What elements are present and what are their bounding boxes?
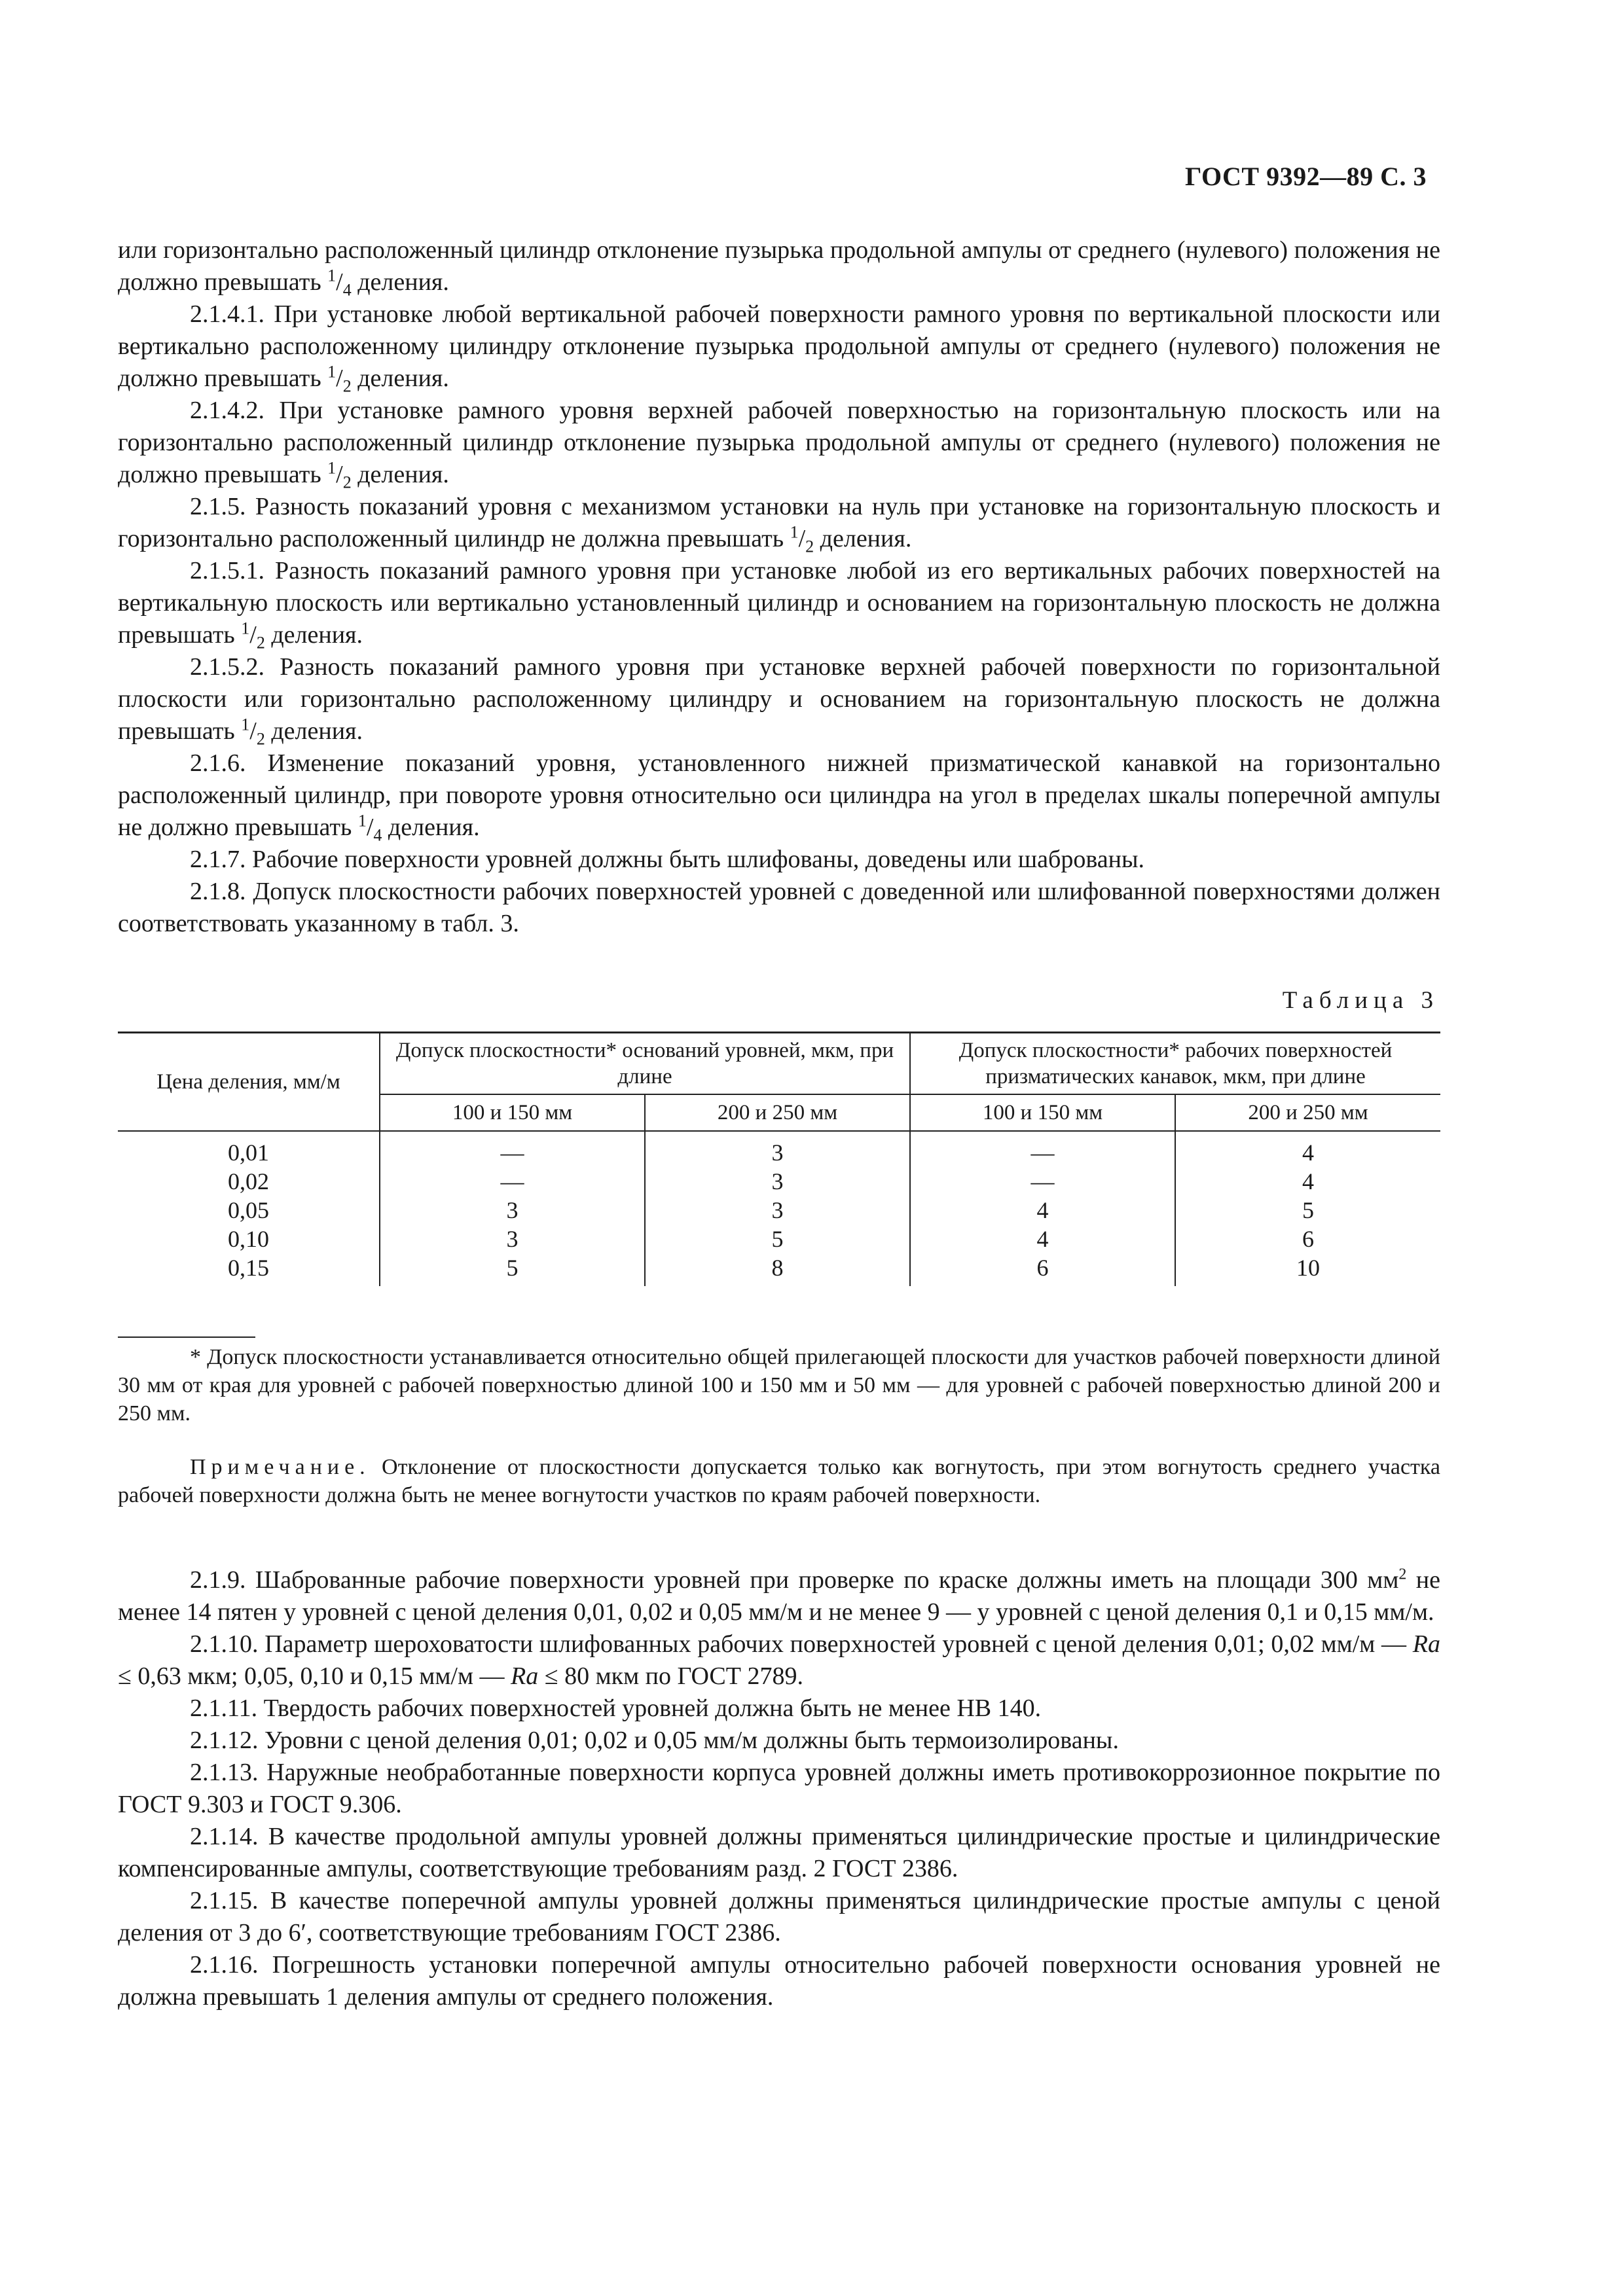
subheader: 100 и 150 мм xyxy=(380,1094,645,1131)
paragraph: 2.1.9. Шаброванные рабочие поверхности уровней при проверке по краске должны иметь на площади 300 $мм^2$ не менее 14 пятен у уровней с ценой деления 0,01, 0,02 и 0,05 мм/м и не менее 9 — у уровней с ценой деления 0,1 и 0,15 мм/м. xyxy=(118,1566,1440,1626)
table-row xyxy=(118,1253,1440,1286)
table-footnote: * Допуск плоскостности устанавливается относительно общей прилегающей плоскости для участков рабочей поверхности длиной 30 мм от края для уровней с рабочей поверхностью длиной 100 и 150 мм и 50 мм — для уровней с рабочей поверхностью длиной 200 и 250 мм. xyxy=(118,1345,1440,1426)
table-cell: 0,10 xyxy=(118,1225,380,1253)
table-cell: 4 xyxy=(910,1225,1175,1253)
paragraph: 2.1.15. В качестве поперечной ампулы уровней должны применяться цилиндрические простые ампулы с ценой деления от 3 до 6′, соответствующие требованиям ГОСТ 2386. xyxy=(118,1887,1440,1946)
paragraph: 2.1.12. Уровни с ценой деления 0,01; 0,02 и 0,05 мм/м должны быть термоизолированы. xyxy=(190,1727,1119,1754)
table-cell: — xyxy=(910,1131,1175,1167)
fraction: $^1/_4$ xyxy=(357,811,382,845)
table-cell: 5 xyxy=(645,1225,910,1253)
table-cell: 0,01 xyxy=(118,1131,380,1167)
table-cell: — xyxy=(380,1131,645,1167)
table-cell: 0,15 xyxy=(118,1253,380,1286)
table-cell: 4 xyxy=(910,1196,1175,1225)
table-row xyxy=(118,1131,1440,1167)
paragraph: 2.1.16. Погрешность установки поперечной ампулы относительно рабочей поверхности основания уровней не должна превышать 1 деления ампулы от среднего положения. xyxy=(118,1951,1440,2011)
table-cell: 5 xyxy=(1302,1197,1314,1223)
paragraph: 2.1.5. Разность показаний уровня с механизмом установки на нуль при установке на горизонтальную плоскость и горизонтально расположенный цилиндр не должна превышать $^1/_2$ деления. xyxy=(118,493,1440,556)
table-cell: 3 xyxy=(380,1196,645,1225)
paragraph: 2.1.14. В качестве продольной ампулы уровней должны применяться цилиндрические простые и цилиндрические компенсированные ампулы, соответствующие требованиям разд. 2 ГОСТ 2386. xyxy=(118,1823,1440,1882)
table-cell: 6 xyxy=(910,1253,1175,1286)
note-text: Отклонение от плоскостности допускается только как вогнутость, при этом вогнутость среднего участка рабочей поверхности должна быть не менее вогнутости участков по краям рабочей поверхности. xyxy=(118,1455,1440,1507)
paragraph: 2.1.13. Наружные необработанные поверхности корпуса уровней должны иметь противокоррозионное покрытие по ГОСТ 9.303 и ГОСТ 9.306. xyxy=(118,1759,1440,1818)
table-cell: 4 xyxy=(1302,1168,1314,1194)
footnote-divider xyxy=(118,1336,255,1338)
table-cell: — xyxy=(380,1167,645,1196)
fraction: $^1/_2$ xyxy=(790,522,814,556)
fraction: $^1/_2$ xyxy=(241,715,265,749)
table-cell: 0,02 xyxy=(118,1167,380,1196)
paragraph: 2.1.5.2. Разность показаний рамного уровня при установке верхней рабочей поверхности по горизонтальной плоскости или горизонтально расположенному цилиндру и основанием на горизонтальную плоскость не должна превышать $^1/_2$ деления. xyxy=(118,653,1440,749)
table-cell: 5 xyxy=(380,1253,645,1286)
page-header: ГОСТ 9392—89 С. 3 xyxy=(1184,162,1427,191)
subheader: 100 и 150 мм xyxy=(910,1094,1175,1131)
paragraph: или горизонтально расположенный цилиндр отклонение пузырька продольной ампулы от среднего (нулевого) положения не должно превышать $^1/_4$ деления. xyxy=(118,236,1440,300)
table-row xyxy=(118,1167,1440,1196)
table-cell: — xyxy=(910,1167,1175,1196)
header-cena: Цена деления, мм/м xyxy=(118,1033,380,1132)
table-cell: 3 xyxy=(380,1225,645,1253)
table-cell: 3 xyxy=(645,1196,910,1225)
paragraph: 2.1.4.2. При установке рамного уровня верхней рабочей поверхностью на горизонтальную плоскость или на горизонтально расположенный цилиндр отклонение пузырька продольной ампулы от среднего (нулевого) положения не должно превышать $^1/_2$ деления. xyxy=(118,397,1440,492)
paragraph: 2.1.6. Изменение показаний уровня, установленного нижней призматической канавкой на горизонтально расположенный цилиндр, при повороте уровня относительно оси цилиндра на угол в пределах шкалы поперечной ампулы не должно превышать $^1/_4$ деления. xyxy=(118,749,1440,845)
table-cell: 10 xyxy=(1296,1255,1320,1281)
fraction: $^1/_2$ xyxy=(241,619,265,653)
paragraph: 2.1.11. Твердость рабочих поверхностей уровней должна быть не менее НВ 140. xyxy=(190,1695,1042,1722)
paragraph: 2.1.10. Параметр шероховатости шлифованных рабочих поверхностей уровней с ценой деления 0,01; 0,02 мм/м — Ra ≤ 0,63 мкм; 0,05, 0,10 и 0,15 мм/м — Ra ≤ 80 мкм по ГОСТ 2789. xyxy=(118,1630,1440,1690)
table-cell: 4 xyxy=(1302,1139,1314,1166)
paragraph: 2.1.4.1. При установке любой вертикальной рабочей поверхности рамного уровня по вертикальной плоскости или вертикально расположенному цилиндру отклонение пузырька продольной ампулы от среднего (нулевого) положения не должно превышать $^1/_2$ деления. xyxy=(118,300,1440,396)
note-label: Примечание. xyxy=(190,1455,371,1479)
table-caption: Таблица 3 xyxy=(1282,987,1439,1014)
fraction: $^1/_4$ xyxy=(327,266,352,300)
paragraph: 2.1.8. Допуск плоскостности рабочих поверхностей уровней с доведенной или шлифованной поверхностями должен соответствовать указанному в табл. 3. xyxy=(118,878,1440,937)
table-row xyxy=(118,1196,1440,1225)
paragraph: 2.1.5.1. Разность показаний рамного уровня при установке любой из его вертикальных рабочих поверхностей на вертикальную плоскость или вертикально установленный цилиндр и основанием на горизонтальную плоскость не должна превышать $^1/_2$ деления. xyxy=(118,557,1440,653)
paragraph: 2.1.7. Рабочие поверхности уровней должны быть шлифованы, доведены или шаброваны. xyxy=(190,846,1144,873)
table-cell: 3 xyxy=(645,1167,910,1196)
table-cell: 0,05 xyxy=(118,1196,380,1225)
table-row xyxy=(118,1225,1440,1253)
table-cell: 3 xyxy=(645,1131,910,1167)
table-cell: 8 xyxy=(645,1253,910,1286)
tolerance-table xyxy=(118,1031,1440,1286)
header-group-grooves: Допуск плоскостности* рабочих поверхностей призматических канавок, мкм, при длине xyxy=(910,1033,1440,1095)
table-cell: 6 xyxy=(1302,1226,1314,1252)
table-note xyxy=(118,1453,1440,1509)
header-group-bases: Допуск плоскостности* оснований уровней, мкм, при длине xyxy=(380,1033,910,1095)
subheader: 200 и 250 мм xyxy=(1175,1094,1440,1131)
text-block-bottom xyxy=(118,1564,1440,2013)
subheader: 200 и 250 мм xyxy=(645,1094,910,1131)
text-block-top xyxy=(118,234,1440,940)
fraction: $^1/_2$ xyxy=(327,362,352,396)
fraction: $^1/_2$ xyxy=(327,458,352,492)
